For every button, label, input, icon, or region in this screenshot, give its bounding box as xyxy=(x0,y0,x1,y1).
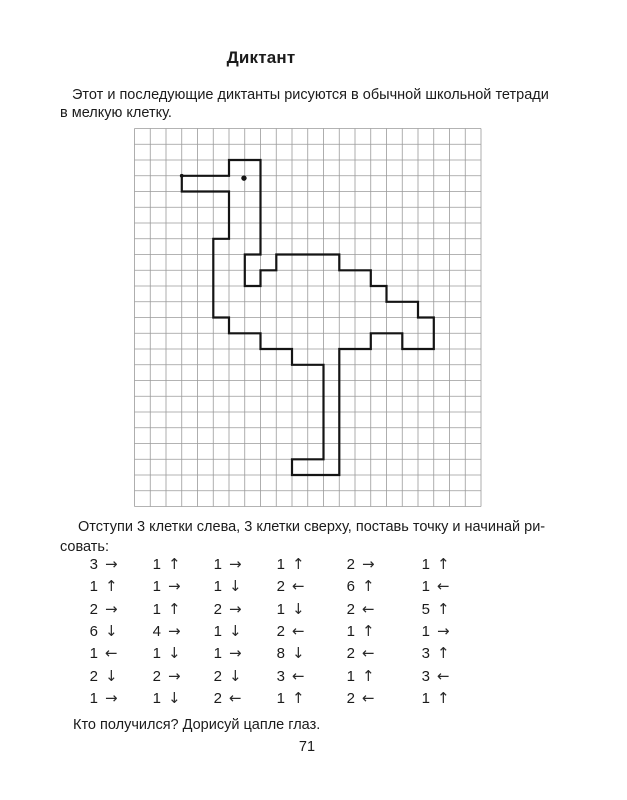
dictation-step xyxy=(80,690,122,707)
step-count: 2 xyxy=(346,556,355,573)
step-count: 2 xyxy=(89,600,98,618)
dictation-row xyxy=(0,578,627,600)
step-direction-arrow: ↑ xyxy=(362,666,375,685)
page-title: Диктант xyxy=(226,48,296,67)
step-count: 1 xyxy=(421,622,430,640)
step-direction-arrow: → xyxy=(105,688,118,707)
step-count: 1 xyxy=(152,556,161,573)
step-direction-arrow: ↑ xyxy=(168,599,181,618)
dictation-step xyxy=(337,578,379,595)
dictation-step xyxy=(143,556,185,573)
step-count: 1 xyxy=(421,578,430,596)
dictation-row xyxy=(0,623,627,645)
dictation-step xyxy=(204,601,246,618)
step-direction-arrow: → xyxy=(168,666,181,685)
start-dot xyxy=(180,174,184,178)
step-direction-arrow: ↓ xyxy=(105,666,118,685)
dictation-step xyxy=(80,668,122,685)
dictation-step xyxy=(80,578,122,595)
step-direction-arrow: ← xyxy=(437,666,450,685)
step-direction-arrow: ↓ xyxy=(229,666,242,685)
step-direction-arrow: → xyxy=(105,555,118,573)
step-count: 3 xyxy=(421,645,430,663)
dictation-step xyxy=(204,690,246,707)
dictation-step xyxy=(143,578,185,595)
step-direction-arrow: ↓ xyxy=(229,621,242,640)
dictation-step xyxy=(412,623,454,640)
dictation-step xyxy=(267,601,309,618)
step-count: 8 xyxy=(276,645,285,663)
dictation-step xyxy=(80,556,122,573)
step-count: 2 xyxy=(213,600,222,618)
eye-dot xyxy=(241,175,246,180)
step-direction-arrow: → xyxy=(229,555,242,573)
dictation-step xyxy=(143,601,185,618)
dictation-step xyxy=(412,645,454,662)
step-count: 1 xyxy=(213,556,222,573)
step-count: 5 xyxy=(421,600,430,618)
step-direction-arrow: ← xyxy=(362,644,375,663)
step-direction-arrow: ↓ xyxy=(105,621,118,640)
step-count: 1 xyxy=(152,645,161,663)
step-count: 2 xyxy=(152,667,161,685)
dictation-step xyxy=(337,668,379,685)
instruction-line-1: Отступи 3 клетки слева, 3 клетки сверху, поставь точку и начинай ри- xyxy=(78,519,546,535)
step-direction-arrow: ↑ xyxy=(437,599,450,618)
dictation-step xyxy=(80,601,122,618)
step-direction-arrow: ↓ xyxy=(168,644,181,663)
dictation-step xyxy=(267,623,309,640)
dictation-step xyxy=(143,645,185,662)
step-direction-arrow: ← xyxy=(362,688,375,707)
step-count: 2 xyxy=(276,622,285,640)
dictation-step xyxy=(412,556,454,573)
step-direction-arrow: ↓ xyxy=(292,599,305,618)
step-count: 1 xyxy=(276,689,285,707)
dictation-step xyxy=(267,645,309,662)
step-count: 3 xyxy=(421,667,430,685)
instruction-line-2: совать: xyxy=(60,538,109,555)
step-direction-arrow: ↓ xyxy=(168,688,181,707)
step-direction-arrow: ← xyxy=(292,621,305,640)
dictation-row xyxy=(0,690,627,712)
dictation-step xyxy=(412,668,454,685)
page-number: 71 xyxy=(298,739,316,755)
dictation-step xyxy=(204,645,246,662)
step-direction-arrow: → xyxy=(105,599,118,618)
intro-paragraph xyxy=(60,87,549,122)
step-count: 1 xyxy=(421,556,430,573)
dictation-table xyxy=(0,556,627,714)
dictation-step xyxy=(412,578,454,595)
dictation-step xyxy=(337,645,379,662)
step-count: 2 xyxy=(213,689,222,707)
step-count: 3 xyxy=(89,556,98,573)
dictation-step xyxy=(412,601,454,618)
step-count: 1 xyxy=(421,689,430,707)
step-count: 3 xyxy=(276,667,285,685)
step-direction-arrow: ↑ xyxy=(437,555,450,573)
dictation-step xyxy=(80,645,122,662)
step-count: 1 xyxy=(89,578,98,596)
step-count: 1 xyxy=(213,645,222,663)
step-count: 2 xyxy=(346,689,355,707)
dictation-row xyxy=(0,556,627,578)
step-count: 1 xyxy=(152,689,161,707)
dictation-step xyxy=(204,623,246,640)
dictation-step xyxy=(337,556,379,573)
dictation-row xyxy=(0,668,627,690)
step-direction-arrow: ↑ xyxy=(105,577,118,596)
dictation-step xyxy=(337,601,379,618)
question-text: Кто получился? Дорисуй цапле глаз. xyxy=(73,717,321,733)
dictation-step xyxy=(267,690,309,707)
step-count: 1 xyxy=(152,578,161,596)
step-count: 1 xyxy=(152,600,161,618)
dictation-step xyxy=(143,690,185,707)
step-count: 1 xyxy=(89,689,98,707)
step-count: 2 xyxy=(89,667,98,685)
step-direction-arrow: ↑ xyxy=(292,555,305,573)
step-count: 1 xyxy=(213,578,222,596)
dictation-step xyxy=(143,623,185,640)
dictation-step xyxy=(80,623,122,640)
dictation-step xyxy=(143,668,185,685)
step-direction-arrow: ← xyxy=(362,599,375,618)
step-direction-arrow: ← xyxy=(437,577,450,596)
intro-line-2: в мелкую клетку. xyxy=(60,104,172,121)
dictation-step xyxy=(267,556,309,573)
step-count: 1 xyxy=(346,622,355,640)
dictation-grid xyxy=(134,128,482,507)
dictation-step xyxy=(412,690,454,707)
step-direction-arrow: ← xyxy=(292,666,305,685)
dictation-row xyxy=(0,645,627,667)
step-direction-arrow: ↑ xyxy=(437,644,450,663)
intro-line-1: Этот и последующие диктанты рисуются в обычной школьной тетради xyxy=(72,87,549,103)
step-direction-arrow: → xyxy=(362,555,375,573)
step-direction-arrow: → xyxy=(168,577,181,596)
dictation-step xyxy=(337,690,379,707)
dictation-step xyxy=(204,668,246,685)
step-direction-arrow: ↑ xyxy=(292,688,305,707)
step-count: 1 xyxy=(213,622,222,640)
step-direction-arrow: ↑ xyxy=(362,577,375,596)
dictation-step xyxy=(204,556,246,573)
dictation-step xyxy=(267,668,309,685)
step-count: 1 xyxy=(346,667,355,685)
dictation-step xyxy=(204,578,246,595)
step-count: 1 xyxy=(89,645,98,663)
step-count: 2 xyxy=(346,600,355,618)
step-direction-arrow: → xyxy=(229,599,242,618)
step-direction-arrow: ← xyxy=(105,644,118,663)
step-direction-arrow: ↑ xyxy=(168,555,181,573)
step-direction-arrow: ↓ xyxy=(229,577,242,596)
instruction-paragraph xyxy=(60,518,546,557)
step-count: 6 xyxy=(89,622,98,640)
step-direction-arrow: → xyxy=(168,621,181,640)
dictation-row xyxy=(0,601,627,623)
dictation-step xyxy=(337,623,379,640)
step-count: 1 xyxy=(276,600,285,618)
step-direction-arrow: ↓ xyxy=(292,644,305,663)
step-count: 6 xyxy=(346,578,355,596)
dictation-step xyxy=(267,578,309,595)
step-direction-arrow: → xyxy=(229,644,242,663)
step-count: 4 xyxy=(152,622,161,640)
step-direction-arrow: ← xyxy=(292,577,305,596)
step-count: 2 xyxy=(276,578,285,596)
step-count: 1 xyxy=(276,556,285,573)
step-direction-arrow: → xyxy=(437,621,450,640)
step-direction-arrow: ↑ xyxy=(362,621,375,640)
step-count: 2 xyxy=(346,645,355,663)
step-direction-arrow: ← xyxy=(229,688,242,707)
step-direction-arrow: ↑ xyxy=(437,688,450,707)
step-count: 2 xyxy=(213,667,222,685)
